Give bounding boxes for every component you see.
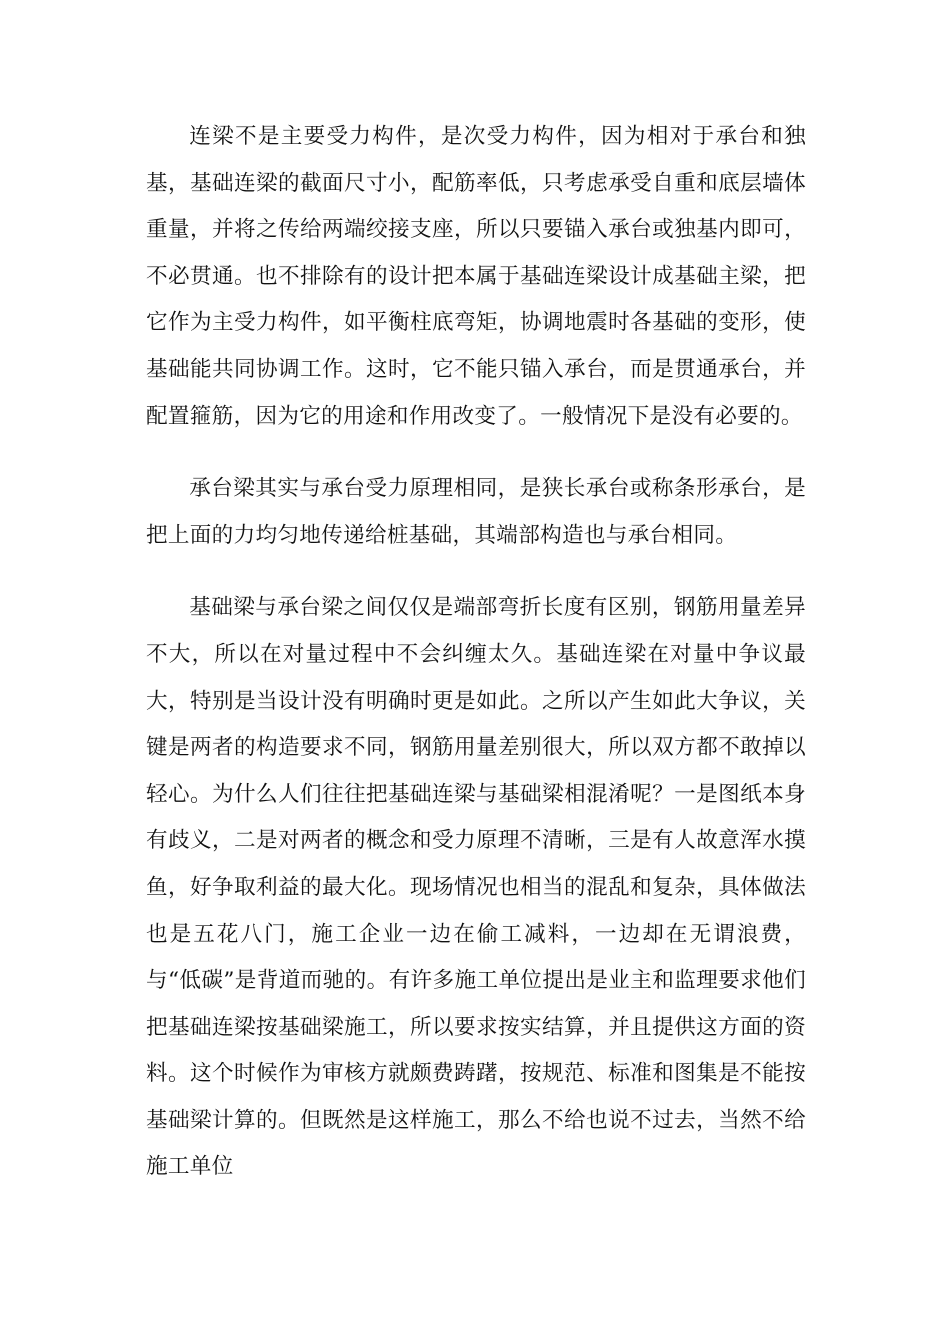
paragraph-spacer: [146, 440, 806, 466]
paragraph-2: 承台梁其实与承台受力原理相同，是狭长承台或称条形承台，是把上面的力均匀地传递给桩基础，其端部构造也与承台相同。: [146, 476, 806, 548]
paragraph-1: 连梁不是主要受力构件，是次受力构件，因为相对于承台和独基，基础连梁的截面尺寸小，配筋率低，只考虑承受自重和底层墙体重量，并将之传给两端绞接支座，所以只要锚入承台或独基内即可，不必贯通。也不排除有的设计把本属于基础连梁设计成基础主梁，把它作为主受力构件，如平衡柱底弯矩，协调地震时各基础的变形，使基础能共同协调工作。这时，它不能只锚入承台，而是贯通承台，并配置箍筋，因为它的用途和作用改变了。一般情况下是没有必要的。: [146, 124, 806, 429]
paragraph-3: 基础梁与承台梁之间仅仅是端部弯折长度有区别，钢筋用量差异不大，所以在对量过程中不会纠缠太久。基础连梁在对量中争议最大，特别是当设计没有明确时更是如此。之所以产生如此大争议，关键是两者的构造要求不同，钢筋用量差别很大，所以双方都不敢掉以轻心。为什么人们往往把基础连梁与基础梁相混淆呢？一是图纸本身有歧义，二是对两者的概念和受力原理不清晰，三是有人故意浑水摸鱼，好争取利益的最大化。现场情况也相当的混乱和复杂，具体做法也是五花八门，施工企业一边在偷工减料，一边却在无谓浪费，与“低碳”是背道而驰的。有许多施工单位提出是业主和监理要求他们把基础连梁按基础梁施工，所以要求按实结算，并且提供这方面的资料。这个时候作为审核方就颇费踌躇，按规范、标准和图集是不能按基础梁计算的。但既然是这样施工，那么不给也说不过去，当然不给施工单位: [146, 595, 806, 1180]
body-text: [146, 114, 806, 1191]
paragraph-spacer: [146, 559, 806, 585]
